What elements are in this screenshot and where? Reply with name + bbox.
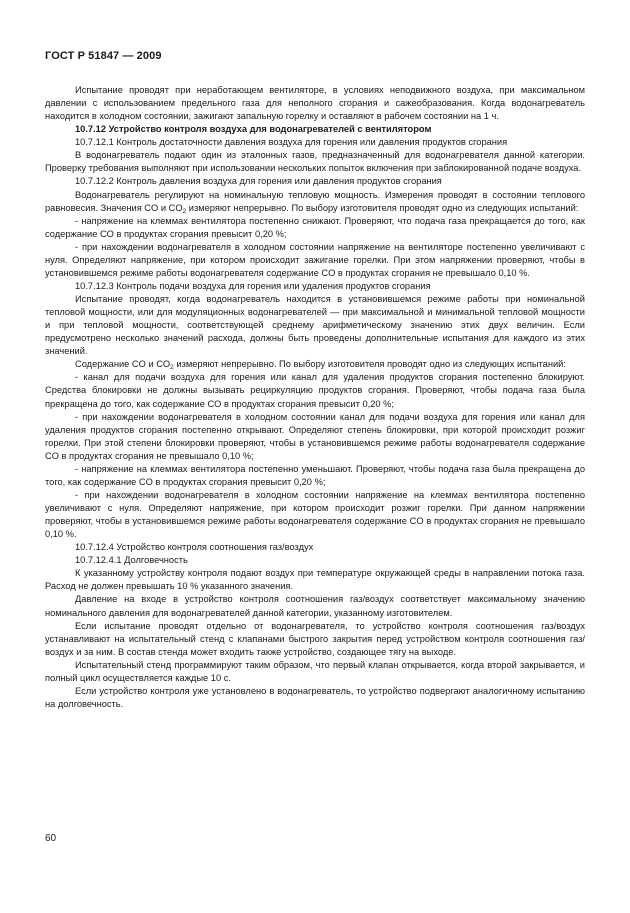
paragraph: Если испытание проводят отдельно от водонагревателя, то устройство контроля соотношения газ/воздух устанавливают на испытательный стенд с клапанами быстрого закрытия перед устройством контроля соотношения газ/воздух и за ним. В состав стенда может входить также устройство, создающее тягу на выходе. — [45, 620, 585, 657]
paragraph: 10.7.12.3 Контроль подачи воздуха для горения или удаления продуктов сгорания — [75, 280, 431, 291]
paragraph: - при нахождении водонагревателя в холодном состоянии напряжение на вентиляторе постепенно увеличивают с нуля. Определяют напряжение, при котором происходит зажигание горелки. При этом напряжении проверяют, чтобы в установившемся режиме работы водонагревателя содержание CO в продуктах сгорания не превышало 0,10 %. — [45, 241, 585, 278]
paragraph: Давление на входе в устройство контроля соотношения газ/воздух соответствует максимальному значению номинального давления для водонагревателей данной категории, указанному изготовителем. — [45, 594, 585, 618]
paragraph: 10.7.12.2 Контроль давления воздуха для горения или давления продуктов сгорания — [75, 176, 442, 187]
section-heading: 10.7.12 Устройство контроля воздуха для водонагревателей с вентилятором — [75, 124, 432, 135]
paragraph: 10.7.12.4 Устройство контроля соотношения газ/воздух — [75, 542, 314, 553]
paragraph: - напряжение на клеммах вентилятора постепенно снижают. Проверяют, что подача газа прекращается до того, как содержание CO в продуктах сгорания превысит 0,20 %; — [45, 215, 585, 239]
paragraph: 10.7.12.4.1 Долговечность — [75, 555, 188, 566]
paragraph: 10.7.12.1 Контроль достаточности давления воздуха для горения или давления продуктов сгорания — [75, 137, 508, 148]
paragraph: Содержание CO и $CO_2$ измеряют непрерывно. По выбору изготовителя проводят одно из следующих испытаний: — [75, 359, 566, 372]
page-number: 60 — [45, 833, 57, 844]
paragraph: Испытание проводят при неработающем вентиляторе, в условиях неподвижного воздуха, при максимальном давлении с использованием предельного газа для неполного сгорания и сажеобразования. Когда водонагреватель находится в холодном состоянии, зажигают запальную горелку и оставляют в рабочем состоянии на 1 ч. — [45, 85, 585, 122]
paragraph: К указанному устройству контроля подают воздух при температуре окружающей среды в направлении потока газа. Расход не должен превышать 10 % указанного значения. — [45, 568, 585, 592]
paragraph: - напряжение на клеммах вентилятора постепенно уменьшают. Проверяют, чтобы подача газа была прекращена до того, как содержание CO в продуктах сгорания превысит 0,20 %; — [45, 463, 585, 487]
document-header: ГОСТ Р 51847 — 2009 — [45, 50, 162, 62]
paragraph: - при нахождении водонагревателя в холодном состоянии канал для подачи воздуха для горения или канал для удаления продуктов сгорания постепенно открывают. Определяют степень блокировки, при которой происходит розжиг горелки. При этой степени блокировки проверяют, чтобы в установившемся режиме работы водонагревателя содержание CO в продуктах сгорания не превышало 0,10 %; — [45, 411, 585, 461]
document-body — [45, 84, 585, 711]
paragraph: - при нахождении водонагревателя в холодном состоянии напряжение на клеммах вентилятора постепенно увеличивают с нуля. Определяют напряжение, при котором происходит розжиг горелки. При данном напряжении проверяют, чтобы в установившемся режиме работы водонагревателя содержание CO в продуктах сгорания не превышало 0,10 %. — [45, 489, 585, 540]
paragraph: В водонагреватель подают один из эталонных газов, предназначенный для водонагревателя данной категории. Проверку требования выполняют при использовании нескольких попыток включения при заблокированной подаче воздуха. — [45, 150, 585, 174]
paragraph: Испытание проводят, когда водонагреватель находится в установившемся режиме работы при номинальной тепловой мощности, или для модуляционных водонагревателей — при максимальной и минимальной тепловой мощности и при тепловой мощности, соответствующей среднему арифметическому значению этих двух величин. Если предусмотрено несколько значений расхода, должны быть проведены дополнительные испытания для каждого из этих значений. — [45, 294, 585, 357]
paragraph: Если устройство контроля уже установлено в водонагреватель, то устройство подвергают аналогичному испытанию на долговечность. — [45, 685, 585, 709]
paragraph: - канал для подачи воздуха для горения или канал для удаления продуктов сгорания постепенно блокируют. Средства блокировки не должны вызывать рециркуляцию продуктов сгорания. Проверяют, чтобы подача газа была прекращена до того, как содержание CO в продуктах сгорания превысит 0,20 %; — [45, 372, 585, 409]
paragraph: Испытательный стенд программируют таким образом, что первый клапан открывается, когда второй закрывается, и полный цикл осуществляется каждые 10 с. — [45, 659, 585, 683]
paragraph: Водонагреватель регулируют на номинальную тепловую мощность. Измерения проводят в состоянии теплового равновесия. Значения CO и $CO_2$ измеряют непрерывно. По выбору изготовителя проводят одно из следующих испытаний: — [45, 189, 585, 215]
